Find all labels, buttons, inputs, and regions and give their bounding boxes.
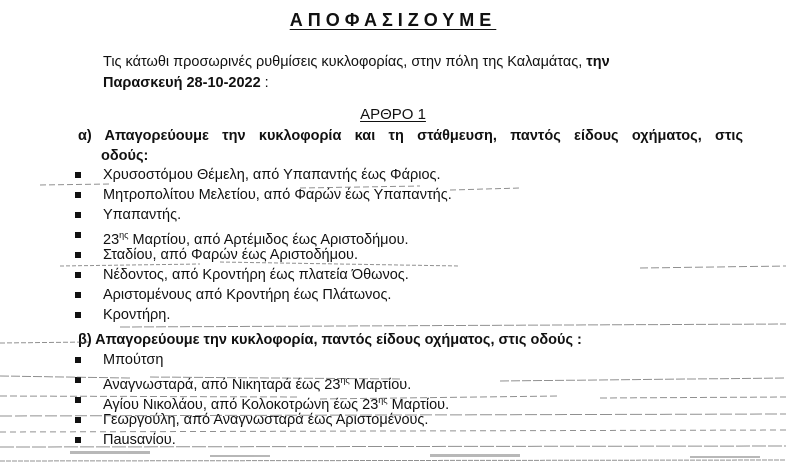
section-b-heading: β) Απαγορεύουμε την κυκλοφορία, παντός είδους οχήματος, στις οδούς : [78, 332, 582, 348]
list-item: Κροντήρη. [74, 305, 452, 325]
list-item: $23^{\eta\varsigma}$ Μαρτίου, από Αρτέμιδος έως Αριστοδήμου. [74, 225, 452, 245]
list-item: Σταδίου, από Φαρών έως Αριστοδήμου. [74, 245, 452, 265]
bullet-icon [75, 377, 81, 383]
section-a-heading [78, 126, 743, 166]
bullet-icon [75, 172, 81, 178]
bullet-icon [75, 357, 81, 363]
intro-bold-1: την [586, 54, 610, 70]
intro-date: Παρασκευή 28-10-2022 [103, 75, 261, 91]
bullet-icon [75, 437, 81, 443]
section-a-heading-line2: οδούς: [101, 148, 149, 164]
superscript: ης [119, 230, 129, 240]
intro-paragraph [103, 52, 743, 94]
bullet-icon [75, 397, 81, 403]
list-item: Πausανίου. [74, 430, 449, 450]
list-item: Υπαπαντής. [74, 205, 452, 225]
article-title: ΑΡΘΡΟ 1 [360, 106, 426, 123]
list-item: Αγίου Νικολάου, από Κολοκοτρώνη έως $23^{\eta\varsigma}$ Μαρτίου. [74, 390, 449, 410]
decision-title: ΑΠΟΦΑΣΙΖΟΥΜΕ [289, 10, 497, 30]
bullet-icon [75, 312, 81, 318]
superscript: ης [340, 375, 350, 385]
section-a-heading-line1: α) Απαγορεύουμε την κυκλοφορία και τη στάθμευση, παντός είδους οχήματος, στις [78, 128, 743, 144]
bullet-icon [75, 272, 81, 278]
bullet-icon [75, 212, 81, 218]
list-item: Μητροπολίτου Μελετίου, από Φαρών έως Υπαπαντής. [74, 185, 452, 205]
list-item: Νέδοντος, από Κροντήρη έως πλατεία Όθωνος. [74, 265, 452, 285]
intro-text: Τις κάτωθι προσωρινές ρυθμίσεις κυκλοφορίας, στην πόλη της Καλαμάτας, [103, 54, 583, 70]
bullet-icon [75, 252, 81, 258]
section-a-street-list [74, 165, 452, 325]
list-item: Χρυσοστόμου Θέμελη, από Υπαπαντής έως Φάριος. [74, 165, 452, 185]
list-item: Αναγνωσταρά, από Νικηταρά έως $23^{\eta\varsigma}$ Μαρτίου. [74, 370, 449, 390]
list-item: Αριστομένους από Κροντήρη έως Πλάτωνος. [74, 285, 452, 305]
superscript: ης [378, 395, 388, 405]
bullet-icon [75, 192, 81, 198]
section-b-street-list [74, 350, 449, 450]
bullet-icon [75, 417, 81, 423]
list-item: Μπούτση [74, 350, 449, 370]
list-item: Γεωργούλη, από Αναγνωσταρά έως Αριστομένους. [74, 410, 449, 430]
bullet-icon [75, 292, 81, 298]
intro-tail: : [260, 75, 269, 91]
bullet-icon [75, 232, 81, 238]
